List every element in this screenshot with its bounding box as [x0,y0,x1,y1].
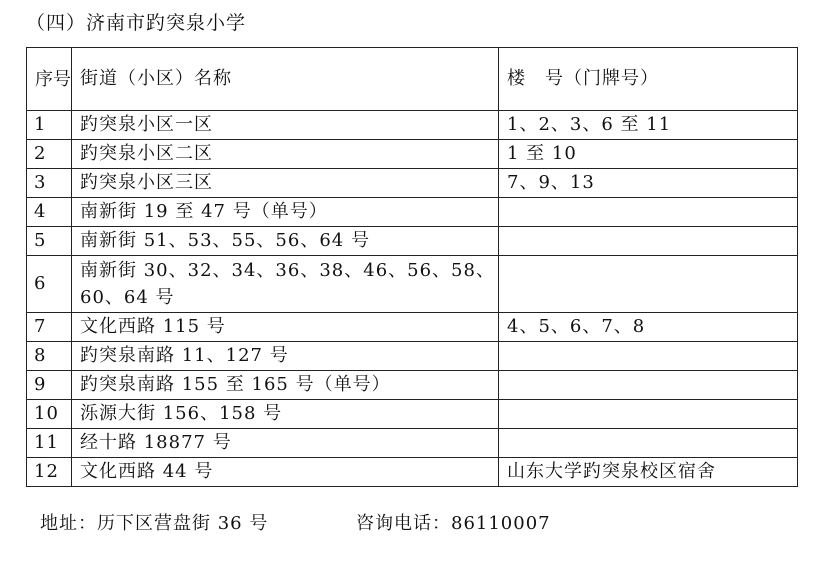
row-number: 11 [27,429,72,458]
building-numbers [499,198,798,227]
column-header-street: 街道（小区）名称 [72,48,499,111]
school-address: 地址：历下区营盘街 36 号 [40,513,269,534]
row-number: 3 [27,169,72,198]
street-name: 趵突泉小区一区 [72,111,499,140]
table-header-row [27,48,798,111]
street-name: 趵突泉南路 11、127 号 [72,342,499,371]
row-number: 7 [27,313,72,342]
table-row [27,256,798,313]
building-numbers [499,400,798,429]
table-row [27,371,798,400]
street-name: 趵突泉南路 155 至 165 号（单号） [72,371,499,400]
building-numbers: 1、2、3、6 至 11 [499,111,798,140]
table-row [27,169,798,198]
table-row [27,458,798,487]
table-row [27,400,798,429]
street-name: 经十路 18877 号 [72,429,499,458]
street-name: 文化西路 44 号 [72,458,499,487]
table-row [27,140,798,169]
street-name: 泺源大街 156、158 号 [72,400,499,429]
street-name: 南新街 19 至 47 号（单号） [72,198,499,227]
section-heading: （四）济南市趵突泉小学 [26,12,247,34]
consultation-phone: 咨询电话：86110007 [356,513,551,534]
building-numbers [499,371,798,400]
table-row [27,198,798,227]
table-row [27,429,798,458]
column-header-number: 序号 [27,48,72,111]
row-number: 12 [27,458,72,487]
table-row [27,227,798,256]
row-number: 4 [27,198,72,227]
row-number: 9 [27,371,72,400]
building-numbers: 1 至 10 [499,140,798,169]
row-number: 5 [27,227,72,256]
building-numbers [499,429,798,458]
row-number: 10 [27,400,72,429]
street-name: 南新街 51、53、55、56、64 号 [72,227,499,256]
row-number: 2 [27,140,72,169]
street-name: 文化西路 115 号 [72,313,499,342]
building-numbers: 7、9、13 [499,169,798,198]
column-header-building: 楼 号（门牌号） [499,48,798,111]
street-name: 趵突泉小区三区 [72,169,499,198]
row-number: 8 [27,342,72,371]
street-name: 南新街 30、32、34、36、38、46、56、58、60、64 号 [72,256,499,313]
enrollment-zone-table [26,47,798,487]
building-numbers [499,256,798,313]
row-number: 6 [27,256,72,313]
building-numbers: 山东大学趵突泉校区宿舍 [499,458,798,487]
table-row [27,342,798,371]
building-numbers [499,342,798,371]
table-row [27,111,798,140]
row-number: 1 [27,111,72,140]
building-numbers: 4、5、6、7、8 [499,313,798,342]
table-row [27,313,798,342]
street-name: 趵突泉小区二区 [72,140,499,169]
building-numbers [499,227,798,256]
